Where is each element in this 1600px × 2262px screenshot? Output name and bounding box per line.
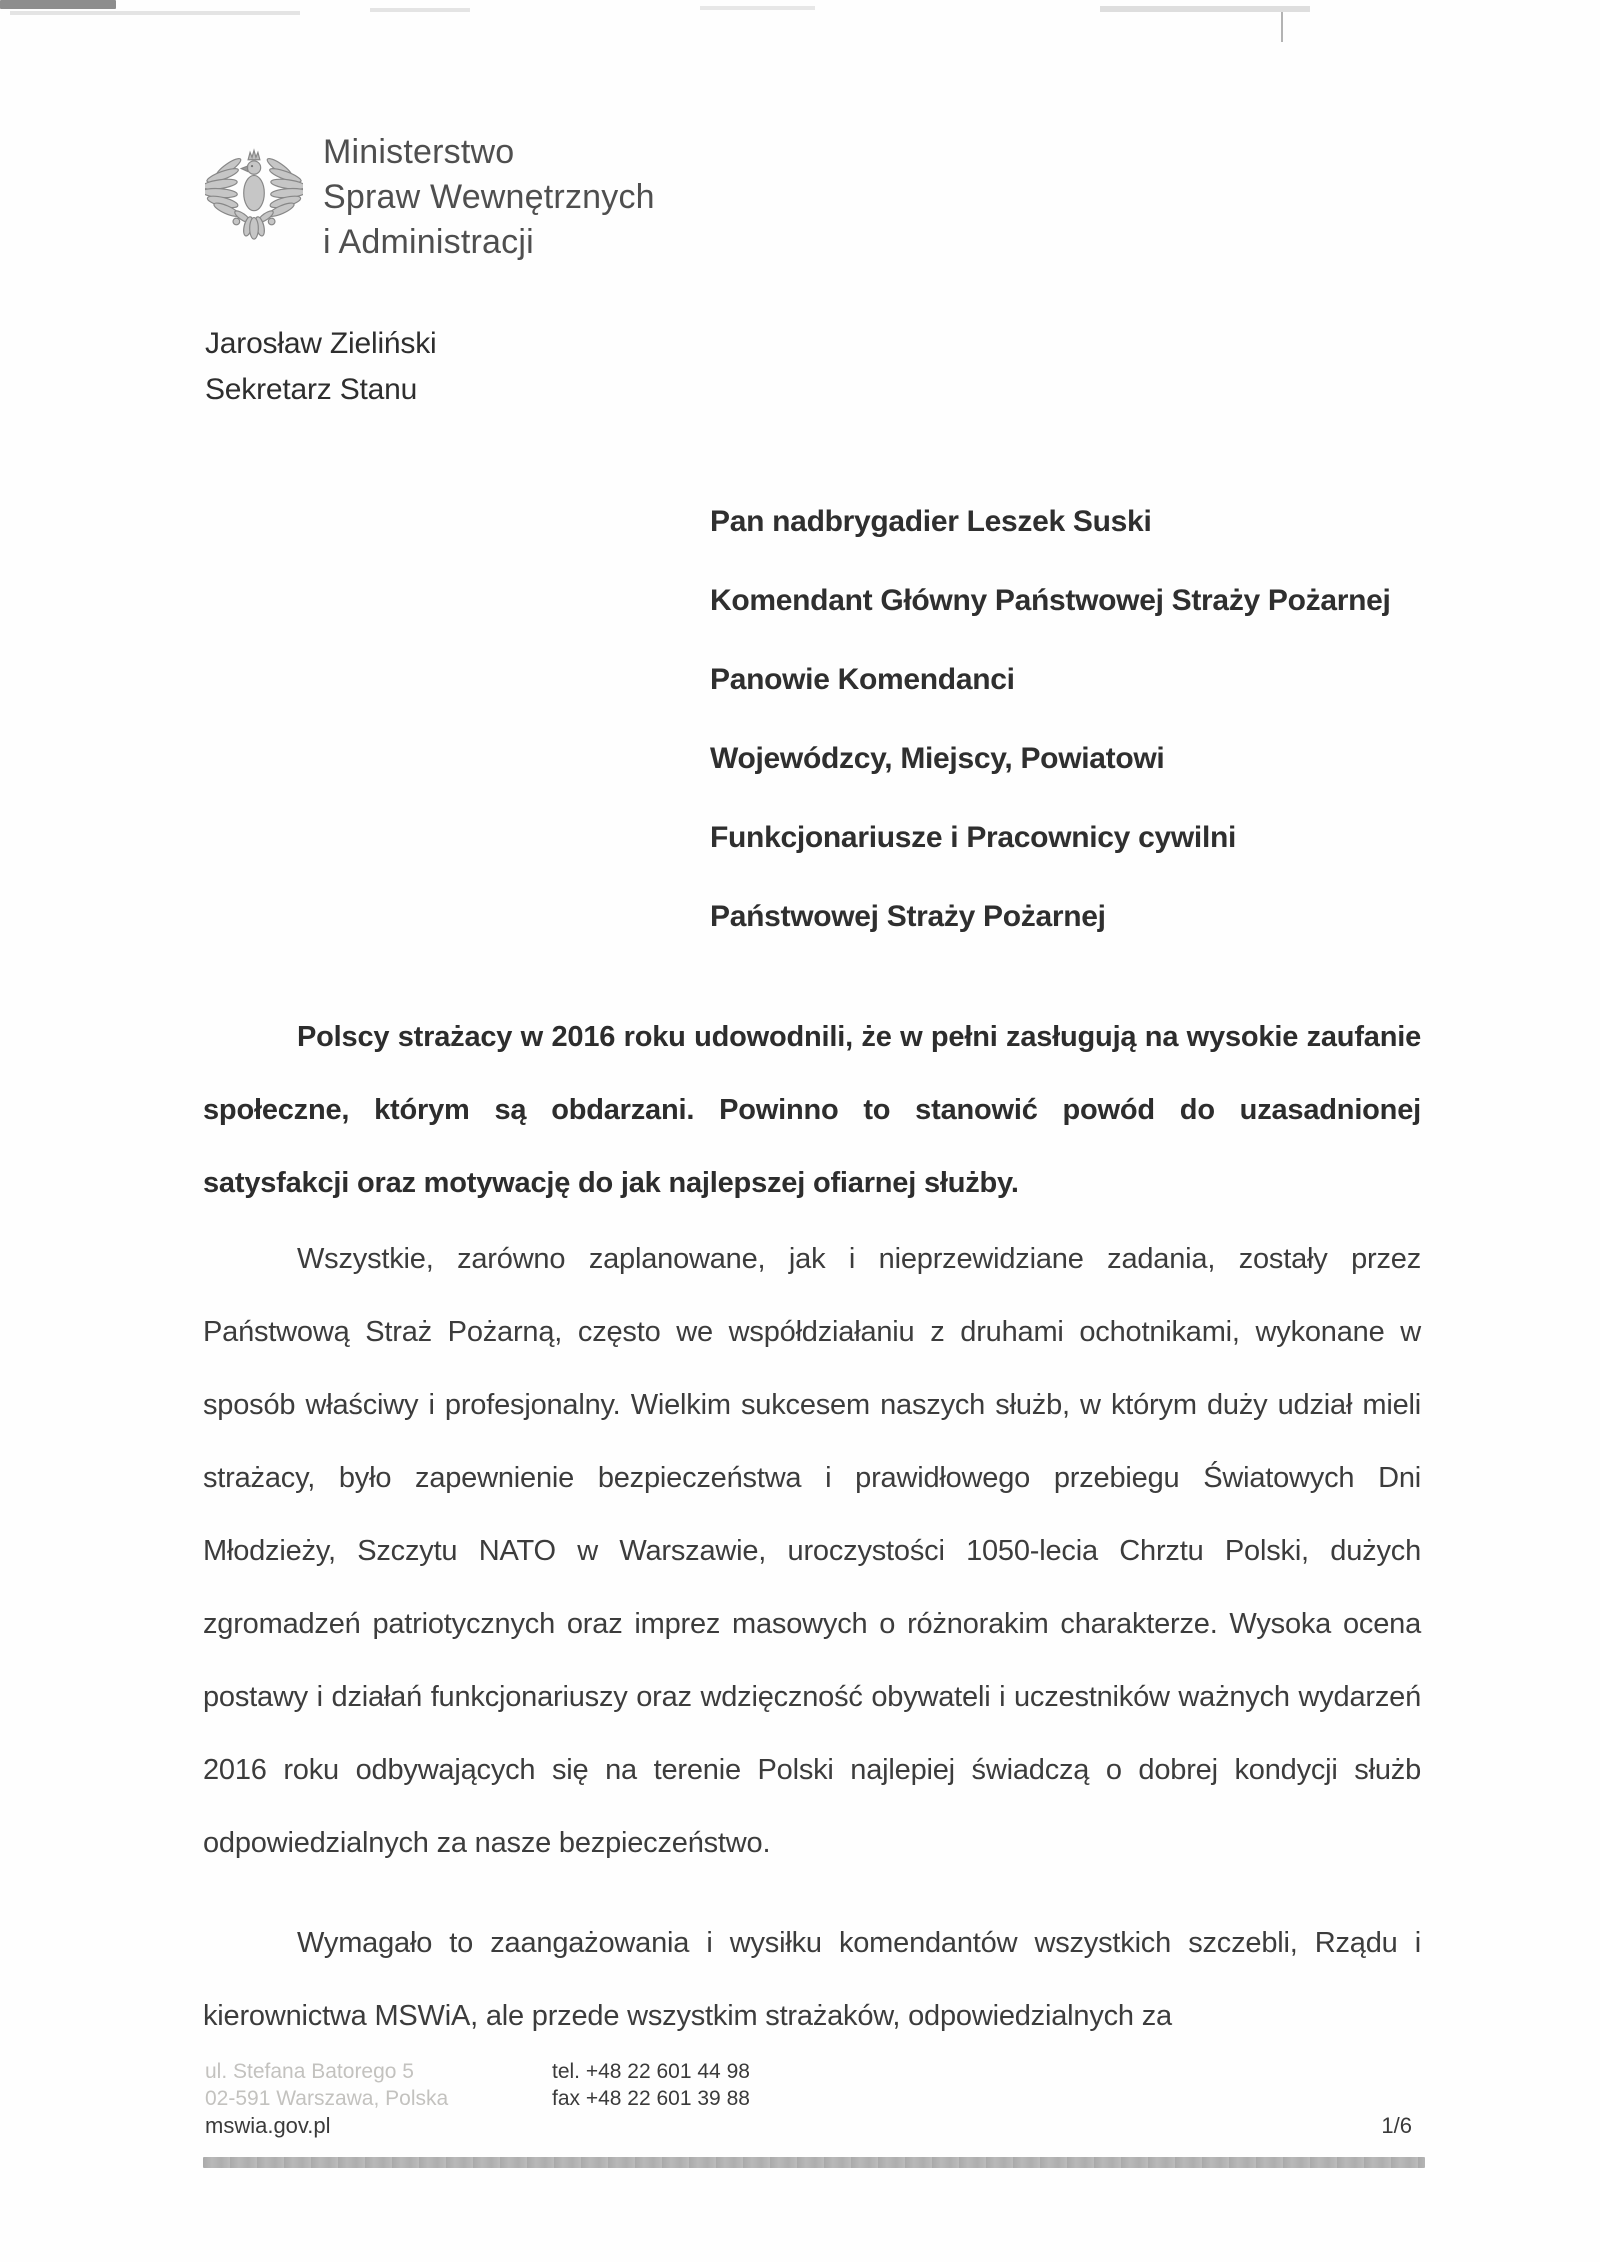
sender-block xyxy=(205,321,436,413)
footer-website: mswia.gov.pl xyxy=(205,2113,331,2138)
footer-address-line: 02-591 Warszawa, Polska xyxy=(205,2087,449,2110)
footer-contact xyxy=(552,2058,750,2112)
ministry-name-line: Spraw Wewnętrznych xyxy=(323,178,655,216)
footer-address xyxy=(205,2058,448,2112)
scan-artifact-smear xyxy=(10,11,300,15)
recipient-line: Komendant Główny Państwowej Straży Pożarnej xyxy=(710,584,1391,617)
recipient-line: Panowie Komendanci xyxy=(710,663,1015,696)
footer-phone: tel. +48 22 601 44 98 xyxy=(552,2060,750,2083)
footer-address-line: ul. Stefana Batorego 5 xyxy=(205,2060,414,2083)
ministry-name-line: i Administracji xyxy=(323,223,534,261)
recipient-line: Pan nadbrygadier Leszek Suski xyxy=(710,505,1152,538)
ministry-name xyxy=(323,130,655,265)
page-number: 1/6 xyxy=(1381,2113,1412,2138)
footer-fax: fax +48 22 601 39 88 xyxy=(552,2087,750,2110)
scan-artifact-smear xyxy=(1100,6,1310,12)
letter-body xyxy=(203,1001,1421,2053)
letter-paragraph: Wszystkie, zarówno zaplanowane, jak i nieprzewidziane zadania, zostały przez Państwową Straż Pożarną, często we współdziałaniu z druhami ochotnikami, wykonane w sposób właściwy i profesjonalny. Wielkim sukcesem naszych służb, w którym duży udział mieli strażacy, było zapewnienie bezpieczeństwa i prawidłowego przebiegu Światowych Dni Młodzieży, Szczytu NATO w Warszawie, uroczystości 1050-lecia Chrztu Polski, dużych zgromadzeń patriotycznych oraz imprez masowych o różnorakim charakterze. Wysoka ocena postawy i działań funkcjonariuszy oraz wdzięczność obywateli i uczestników ważnych wydarzeń 2016 roku odbywających się na terenie Polski najlepiej świadczą o dobrej kondycji służb odpowiedzialnych za nasze bezpieczeństwo. xyxy=(203,1243,1421,1859)
letter-paragraph: Polscy strażacy w 2016 roku udowodnili, że w pełni zasługują na wysokie zaufanie społeczne, którym są obdarzani. Powinno to stanowić powód do uzasadnionej satysfakcji oraz motywację do jak najlepszej ofiarnej służby. xyxy=(203,1021,1421,1199)
ministry-name-line: Ministerstwo xyxy=(323,133,515,171)
sender-name: Jarosław Zieliński xyxy=(205,327,437,360)
recipient-block xyxy=(710,482,1391,956)
scan-artifact-bar xyxy=(0,0,116,9)
polish-eagle-icon xyxy=(205,141,303,251)
footer-divider-bar xyxy=(203,2157,1425,2168)
recipient-line: Państwowej Straży Pożarnej xyxy=(710,900,1106,933)
scan-artifact-smear xyxy=(370,8,470,12)
recipient-line: Wojewódzcy, Miejscy, Powiatowi xyxy=(710,742,1165,775)
scan-artifact-smear xyxy=(700,6,815,10)
scan-artifact-line xyxy=(1281,12,1283,42)
letter-paragraph: Wymagało to zaangażowania i wysiłku komendantów wszystkich szczebli, Rządu i kierownictwa MSWiA, ale przede wszystkim strażaków, odpowiedzialnych za xyxy=(203,1927,1421,2032)
recipient-line: Funkcjonariusze i Pracownicy cywilni xyxy=(710,821,1237,854)
sender-title: Sekretarz Stanu xyxy=(205,373,418,406)
